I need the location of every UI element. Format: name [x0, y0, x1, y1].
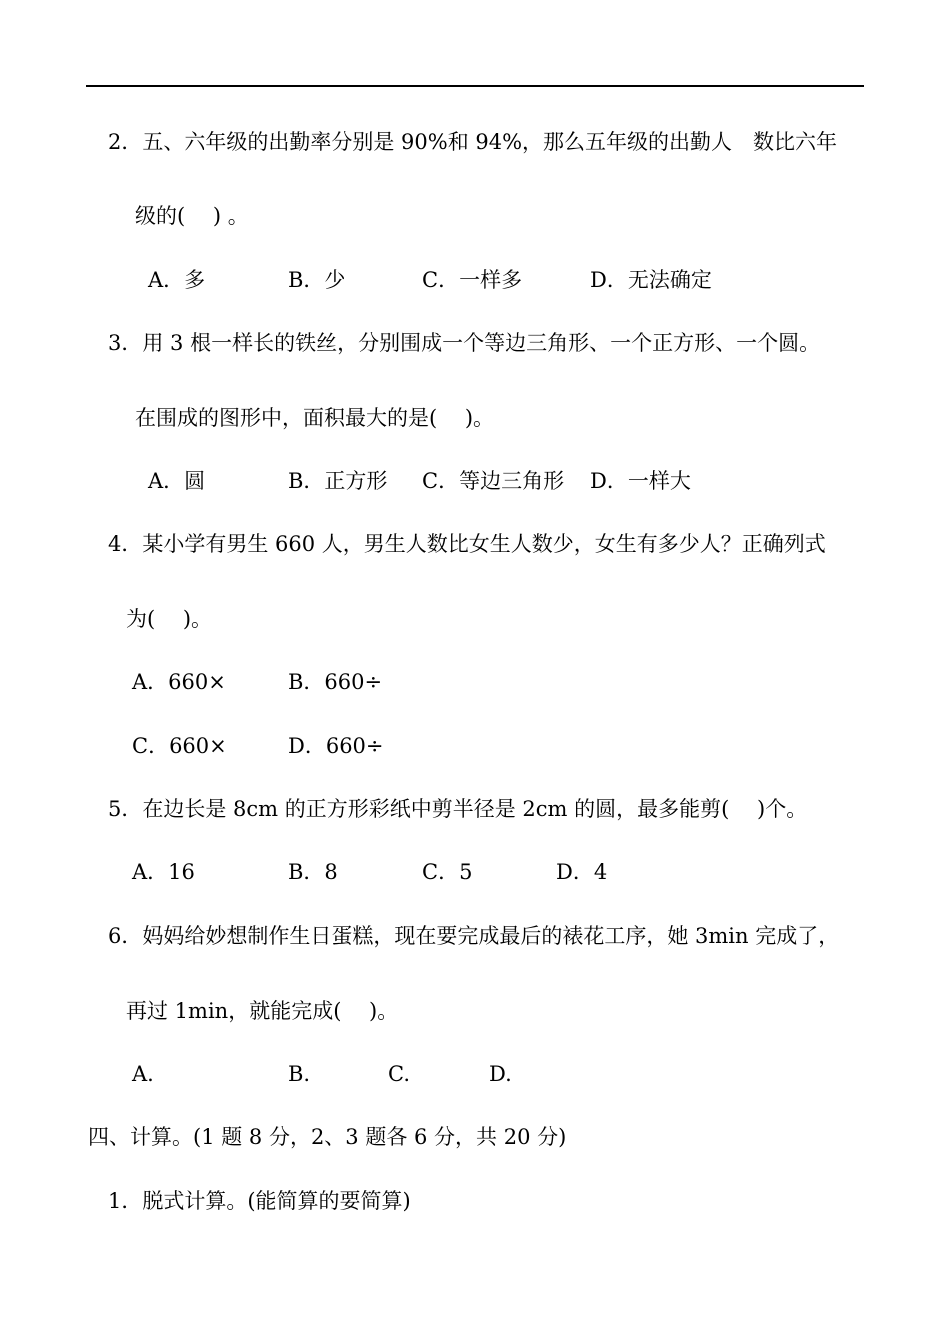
q2-option-a: A．多: [148, 268, 206, 292]
q6-option-b: B.: [288, 1062, 311, 1086]
q3-line2: 在围成的图形中，面积最大的是( )。: [135, 406, 495, 430]
q3-line1: 3．用 3 根一样长的铁丝，分别围成一个等边三角形、一个正方形、一个圆。: [108, 331, 821, 355]
q3-option-b: B．正方形: [288, 469, 388, 493]
q3-option-c: C．等边三角形: [422, 469, 565, 493]
q5-option-a: A．16: [132, 860, 195, 884]
q6-line2: 再过 1min，就能完成( )。: [126, 999, 399, 1023]
q6-option-a: A.: [132, 1062, 154, 1086]
q2-option-d: D．无法确定: [590, 268, 712, 292]
header-rule: [86, 85, 864, 87]
q5-option-c: C．5: [422, 860, 473, 884]
q3-option-a: A．圆: [148, 469, 206, 493]
q4-option-c: C．660×: [132, 734, 227, 758]
q5-option-b: B．8: [288, 860, 338, 884]
section4-sub1: 1．脱式计算。(能简算的要简算): [108, 1189, 411, 1213]
q4-option-b: B．660÷: [288, 670, 383, 694]
q2-option-c: C．一样多: [422, 268, 523, 292]
q2-line1: 2．五、六年级的出勤率分别是 90%和 94%，那么五年级的出勤人 数比六年: [108, 130, 838, 154]
q2-line2: 级的( ) 。: [135, 204, 249, 228]
q4-line2: 为( )。: [126, 607, 213, 631]
q4-line1: 4．某小学有男生 660 人，男生人数比女生人数少，女生有多少人？正确列式: [108, 532, 826, 556]
q6-line1: 6．妈妈给妙想制作生日蛋糕，现在要完成最后的裱花工序，她 3min 完成了，: [108, 924, 840, 948]
q3-option-d: D．一样大: [590, 469, 691, 493]
q4-option-a: A．660×: [132, 670, 226, 694]
q2-option-b: B．少: [288, 268, 346, 292]
q5-option-d: D．4: [556, 860, 608, 884]
section4-heading: 四、计算。(1 题 8 分，2、3 题各 6 分，共 20 分): [88, 1125, 567, 1149]
q5-line1: 5．在边长是 8cm 的正方形彩纸中剪半径是 2cm 的圆，最多能剪( )个。: [108, 797, 808, 821]
q4-option-d: D．660÷: [288, 734, 384, 758]
q6-option-c: C.: [388, 1062, 410, 1086]
q6-option-d: D.: [489, 1062, 512, 1086]
